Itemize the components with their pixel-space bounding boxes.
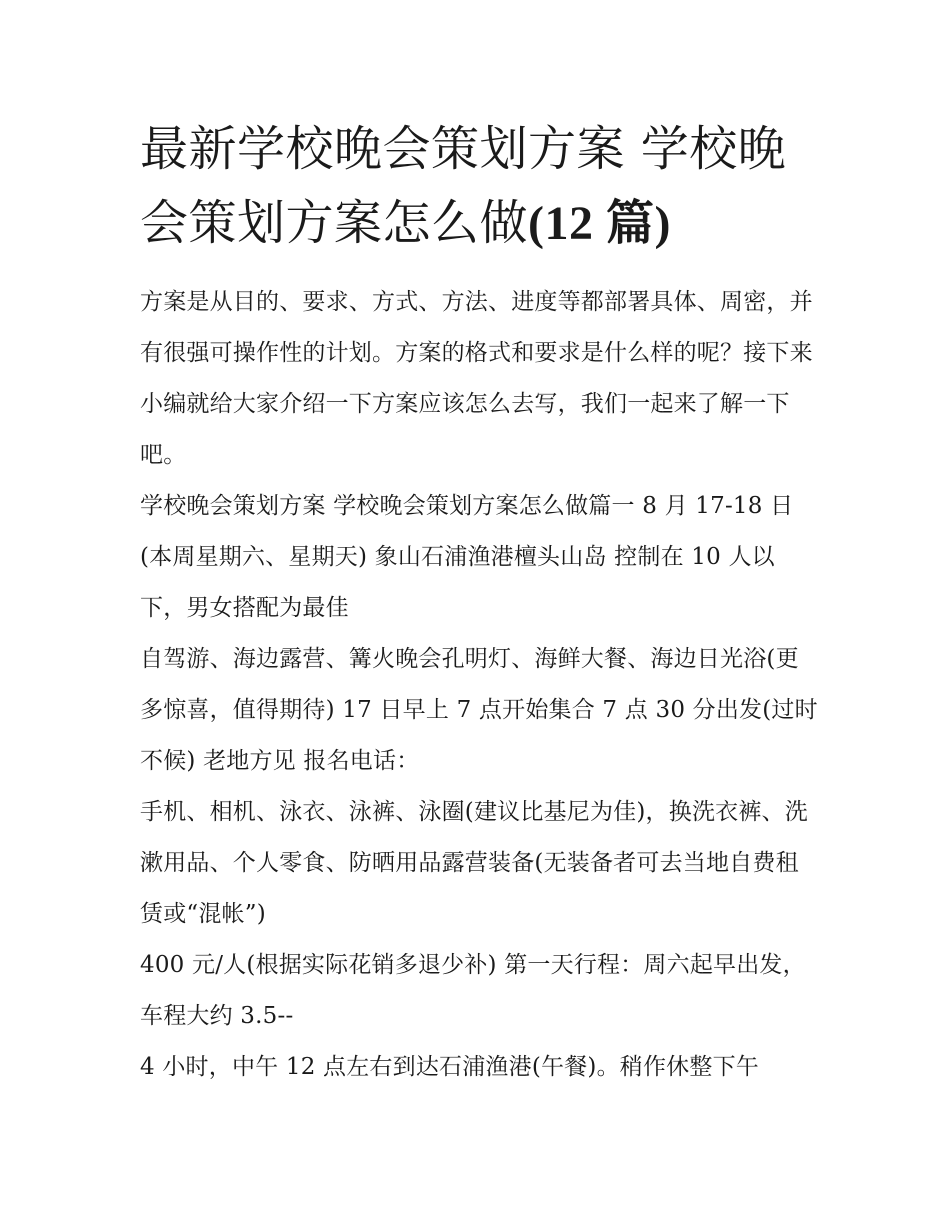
document-page (140, 112, 820, 1093)
paragraph-schedule: 学校晚会策划方案 学校晚会策划方案怎么做篇一 8 月 17-18 日(本周星期六、星期天) 象山石浦渔港檀头山岛 控制在 10 人以下，男女搭配为最佳 (140, 493, 794, 621)
paragraph-intro: 方案是从目的、要求、方式、方法、进度等都部署具体、周密，并有很强可操作性的计划。方案的格式和要求是什么样的呢？接下来小编就给大家介绍一下方案应该怎么去写，我们一起来了解一下吧。 (140, 289, 813, 468)
document-title-count: (12 篇) (528, 197, 671, 250)
paragraph-itinerary: 4 小时，中午 12 点左右到达石浦渔港(午餐)。稍作休整下午 (140, 1054, 759, 1080)
paragraph-cost: 400 元/人(根据实际花销多退少补) 第一天行程：周六起早出发，车程大约 3.5-- (140, 952, 806, 1029)
paragraph-packing-list: 手机、相机、泳衣、泳裤、泳圈(建议比基尼为佳)，换洗衣裤、洗漱用品、个人零食、防晒用品露营装备(无装备者可去当地自费租赁或“混帐”) (140, 799, 808, 927)
paragraph-activities: 自驾游、海边露营、篝火晚会孔明灯、海鲜大餐、海边日光浴(更多惊喜，值得期待) 17 日早上 7 点开始集合 7 点 30 分出发(过时不候) 老地方见 报名电话： (140, 646, 818, 774)
document-title (140, 112, 820, 261)
document-title-text: 最新学校晚会策划方案 学校晚会策划方案怎么做 (140, 121, 787, 251)
